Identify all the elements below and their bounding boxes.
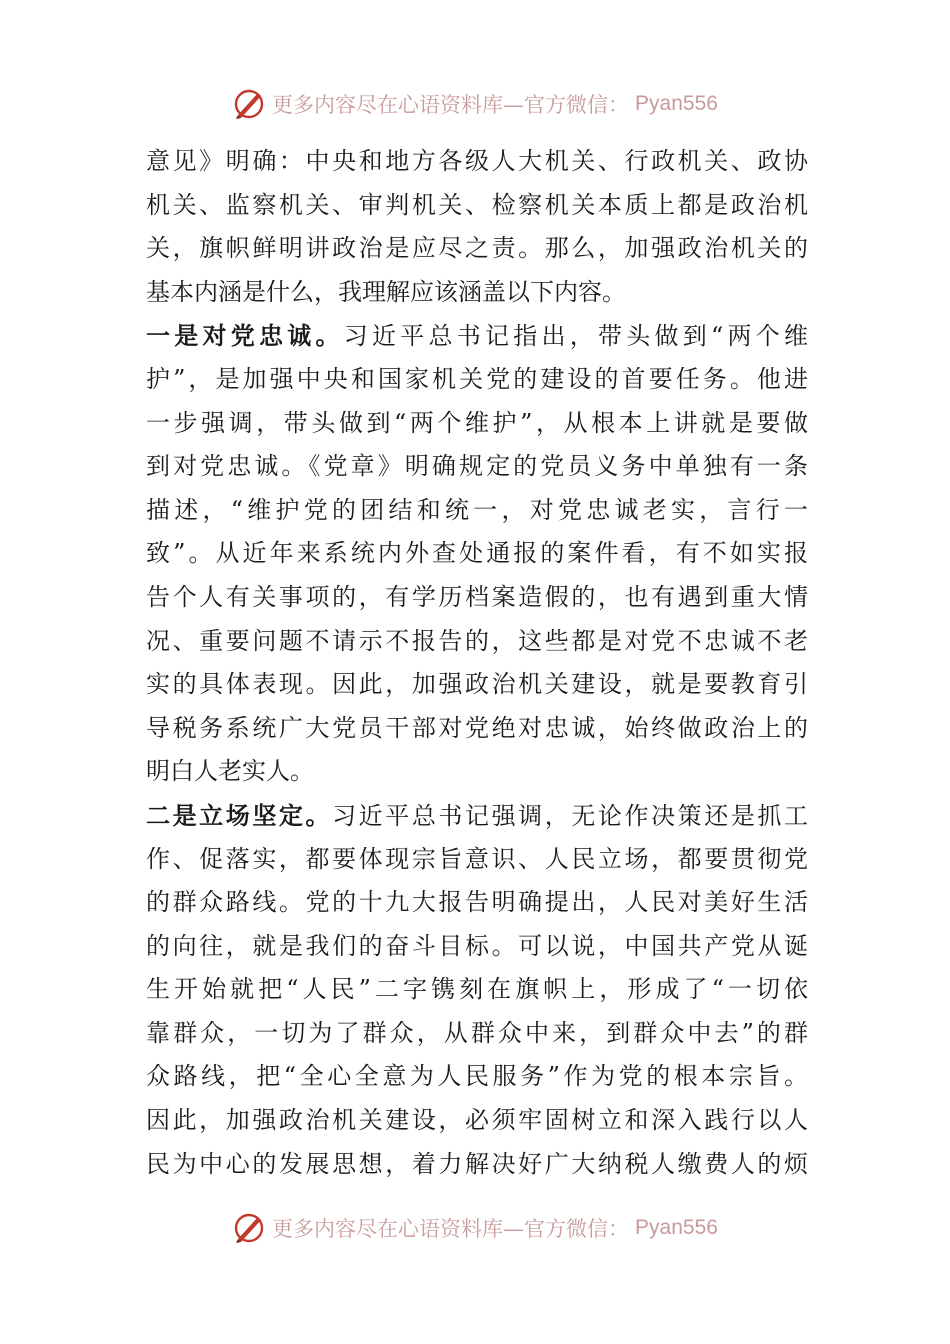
text-run: 习近平总书记强调，无论作决策还是抓工 <box>332 801 808 830</box>
paragraph <box>146 794 808 1186</box>
text-line: 致”。从近年来系统内外查处通报的案件看，有不如实报 <box>146 539 808 568</box>
footer-banner <box>0 1208 950 1248</box>
banner-text: 更多内容尽在心语资料库—官方微信： <box>272 1217 630 1241</box>
text-line: 意见》明确：中央和地方各级人大机关、行政机关、政协 <box>146 147 808 175</box>
text-line: 告个人有关事项的，有学历档案造假的，也有遇到重大情 <box>146 582 808 611</box>
text-line: 一步强调，带头做到“两个维护”，从根本上讲就是要做 <box>146 408 808 437</box>
banner-wechat-id: Pyan556 <box>635 1216 718 1239</box>
text-line: 况、重要问题不请示不报告的，这些都是对党不忠诚不老 <box>146 626 808 655</box>
document-body <box>146 140 808 1186</box>
text-line: 描述，“维护党的团结和统一，对党忠诚老实，言行一 <box>146 495 808 524</box>
text-line: 靠群众，一切为了群众，从群众中来，到群众中去”的群 <box>146 1018 808 1047</box>
text-line: 的群众路线。党的十九大报告明确提出，人民对美好生活 <box>146 888 808 917</box>
banner-text: 更多内容尽在心语资料库—官方微信： <box>272 93 630 117</box>
text-line: 民为中心的发展思想，着力解决好广大纳税人缴费人的烦 <box>146 1149 808 1178</box>
text-line: 众路线，把“全心全意为人民服务”作为党的根本宗旨。 <box>146 1062 808 1091</box>
text-line: 护”，是加强中央和国家机关党的建设的首要任务。他进 <box>146 364 808 393</box>
banner-wechat-id: Pyan556 <box>635 92 718 115</box>
header-banner <box>0 84 950 124</box>
text-line: 作、促落实，都要体现宗旨意识、人民立场，都要贯彻党 <box>146 844 808 873</box>
text-line: 基本内涵是什么，我理解应该涵盖以下内容。 <box>146 277 626 306</box>
text-line: 机关、监察机关、审判机关、检察机关本质上都是政治机 <box>146 190 808 219</box>
text-line <box>146 314 808 358</box>
text-line: 实的具体表现。因此，加强政治机关建设，就是要教育引 <box>146 670 808 699</box>
text-line: 因此，加强政治机关建设，必须牢固树立和深入践行以人 <box>146 1106 808 1135</box>
text-line: 明白人老实人。 <box>146 757 314 786</box>
text-line: 的向往，就是我们的奋斗目标。可以说，中国共产党从诞 <box>146 931 808 960</box>
paragraph-lead: 二是立场坚定。 <box>146 800 333 830</box>
text-line: 导税务系统广大党员干部对党绝对忠诚，始终做政治上的 <box>146 713 808 742</box>
pen-logo-icon <box>232 87 266 121</box>
pen-logo-icon <box>232 1211 266 1245</box>
paragraph <box>146 140 808 314</box>
text-run: 习近平总书记指出，带头做到“两个维 <box>343 322 808 351</box>
paragraph-lead: 一是对党忠诚。 <box>146 321 344 351</box>
text-line: 关，旗帜鲜明讲政治是应尽之责。那么，加强政治机关的 <box>146 234 808 263</box>
text-line <box>146 794 808 838</box>
text-line: 到对党忠诚。《党章》明确规定的党员义务中单独有一条 <box>146 452 808 481</box>
text-line: 生开始就把“人民”二字镌刻在旗帜上，形成了“一切依 <box>146 975 808 1004</box>
paragraph <box>146 314 808 794</box>
